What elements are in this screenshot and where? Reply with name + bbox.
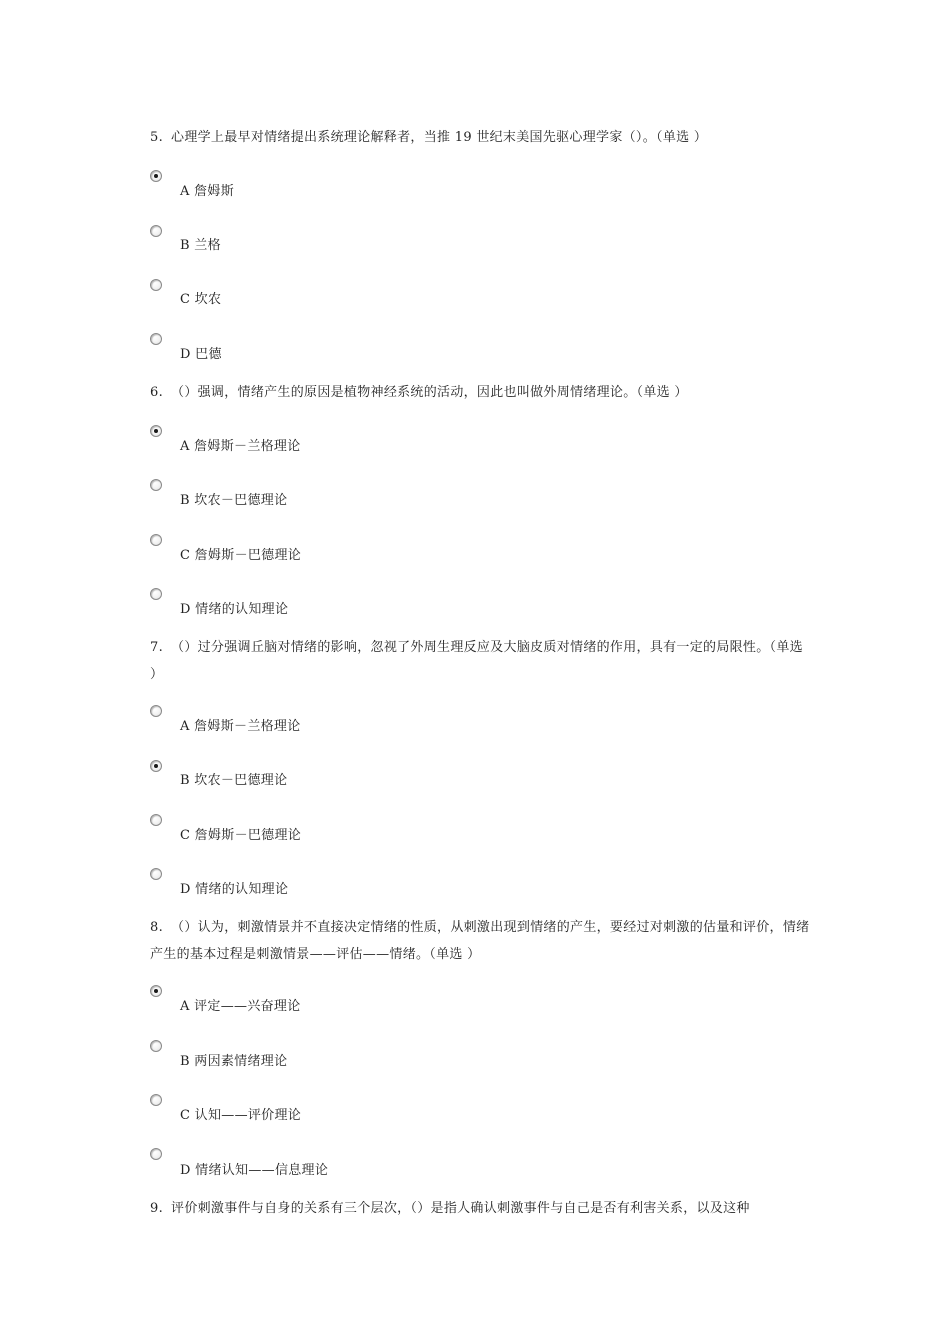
- option-label-q8-d: D 情绪认知——信息理论: [180, 1163, 329, 1178]
- option-label-q5-b: B 兰格: [180, 238, 221, 253]
- radio-q7-c[interactable]: [150, 814, 162, 826]
- radio-q5-c[interactable]: [150, 279, 162, 291]
- question-text: 心理学上最早对情绪提出系统理论解释者，当推 19 世纪末美国先驱心理学家（）。（单选 ）: [171, 130, 708, 145]
- question-5: [150, 124, 810, 151]
- option-label-q8-b: B 两因素情绪理论: [180, 1054, 288, 1069]
- question-9: [150, 1195, 810, 1222]
- option-label-q8-a: A 评定——兴奋理论: [180, 999, 301, 1014]
- radio-q8-c[interactable]: [150, 1094, 162, 1106]
- question-number: 8.: [150, 920, 164, 935]
- radio-selected-dot: [154, 989, 158, 993]
- option-label-q7-a: A 詹姆斯－兰格理论: [180, 719, 301, 734]
- option-label-q5-d: D 巴德: [180, 347, 222, 362]
- radio-q7-a[interactable]: [150, 705, 162, 717]
- question-number: 6.: [150, 385, 164, 400]
- radio-q8-d[interactable]: [150, 1148, 162, 1160]
- question-number: 7.: [150, 640, 164, 655]
- radio-q6-d[interactable]: [150, 588, 162, 600]
- option-label-q6-d: D 情绪的认知理论: [180, 602, 289, 617]
- question-7: [150, 634, 810, 688]
- radio-q5-b[interactable]: [150, 225, 162, 237]
- radio-q7-d[interactable]: [150, 868, 162, 880]
- option-label-q7-d: D 情绪的认知理论: [180, 882, 289, 897]
- question-6: [150, 379, 810, 406]
- option-label-q7-c: C 詹姆斯－巴德理论: [180, 828, 302, 843]
- radio-q5-d[interactable]: [150, 333, 162, 345]
- question-text: （）强调，情绪产生的原因是植物神经系统的活动，因此也叫做外周情绪理论。（单选 ）: [171, 385, 688, 400]
- question-number: 5.: [150, 130, 164, 145]
- question-number: 9.: [150, 1201, 164, 1216]
- option-label-q6-a: A 詹姆斯－兰格理论: [180, 439, 301, 454]
- radio-q5-a[interactable]: [150, 170, 162, 182]
- option-label-q7-b: B 坎农－巴德理论: [180, 773, 288, 788]
- option-label-q6-c: C 詹姆斯－巴德理论: [180, 548, 302, 563]
- radio-q8-a[interactable]: [150, 985, 162, 997]
- radio-q6-b[interactable]: [150, 479, 162, 491]
- question-8: [150, 914, 810, 968]
- question-text: （）过分强调丘脑对情绪的影响，忽视了外周生理反应及大脑皮质对情绪的作用，具有一定的局限性。（单选 ）: [150, 640, 803, 682]
- option-label-q8-c: C 认知——评价理论: [180, 1108, 302, 1123]
- question-text: 评价刺激事件与自身的关系有三个层次，（）是指人确认刺激事件与自己是否有利害关系，以及这种: [171, 1201, 750, 1216]
- option-label-q6-b: B 坎农－巴德理论: [180, 493, 288, 508]
- radio-q6-c[interactable]: [150, 534, 162, 546]
- question-text: （）认为，刺激情景并不直接决定情绪的性质，从刺激出现到情绪的产生，要经过对刺激的估量和评价，情绪产生的基本过程是刺激情景——评估——情绪。（单选 ）: [150, 920, 810, 962]
- radio-selected-dot: [154, 764, 158, 768]
- radio-selected-dot: [154, 174, 158, 178]
- option-label-q5-c: C 坎农: [180, 292, 222, 307]
- radio-q6-a[interactable]: [150, 425, 162, 437]
- radio-selected-dot: [154, 429, 158, 433]
- option-label-q5-a: A 詹姆斯: [180, 184, 235, 199]
- radio-q7-b[interactable]: [150, 760, 162, 772]
- radio-q8-b[interactable]: [150, 1040, 162, 1052]
